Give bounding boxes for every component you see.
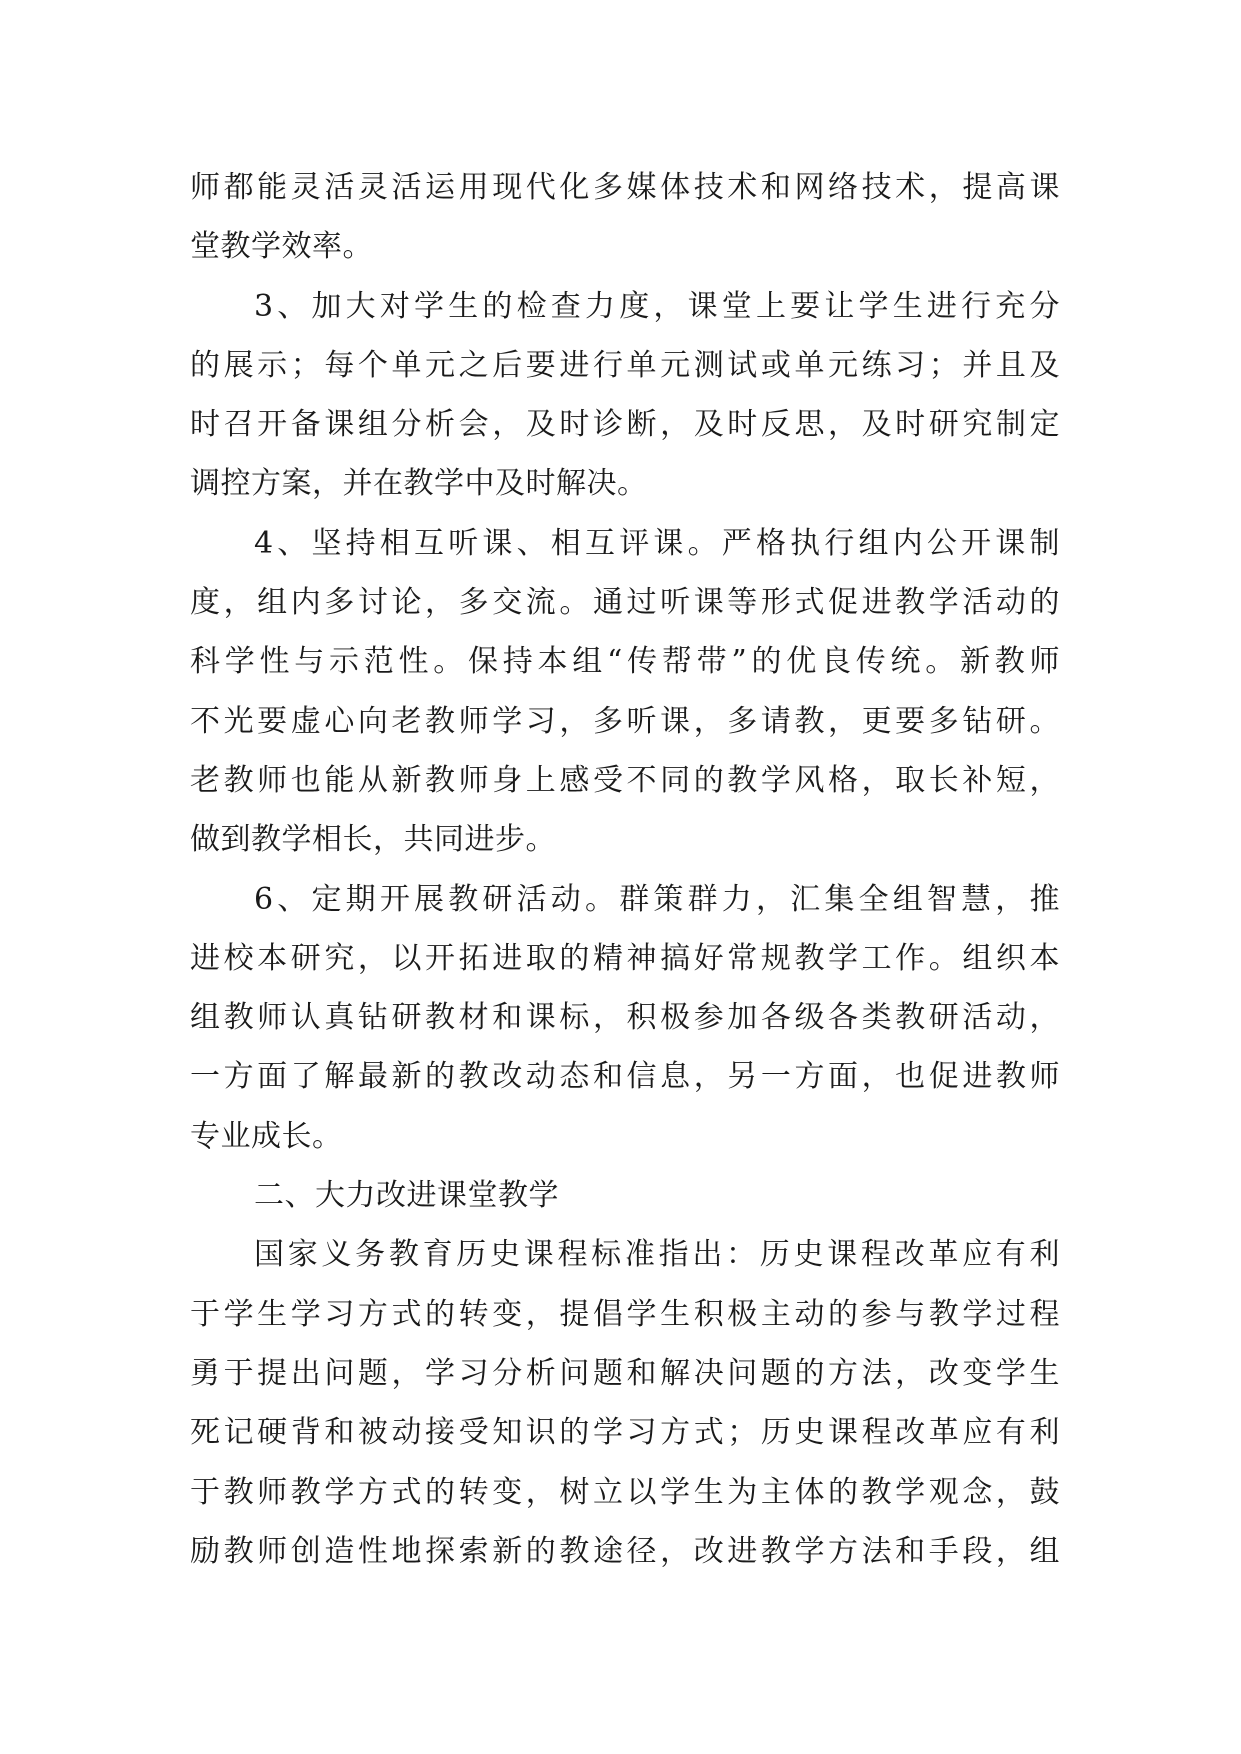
paragraph-item-3: 3、加大对学生的检查力度，课堂上要让学生进行充分: [254, 288, 1060, 324]
paragraph-item-4: 4、坚持相互听课、相互评课。严格执行组内公开课制: [254, 525, 1060, 561]
text-line: 科学性与示范性。保持本组“传帮带”的优良传统。新教师: [190, 644, 1060, 680]
text-line: 时召开备课组分析会，及时诊断，及时反思，及时研究制定: [190, 407, 1060, 443]
text-line: 专业成长。: [190, 1118, 343, 1154]
text-line: 度，组内多讨论，多交流。通过听课等形式促进教学活动的: [190, 585, 1060, 621]
text-line: 一方面了解最新的教改动态和信息，另一方面，也促进教师: [190, 1059, 1060, 1095]
text-line: 励教师创造性地探索新的教途径，改进教学方法和手段，组: [190, 1533, 1060, 1569]
text-line: 的展示；每个单元之后要进行单元测试或单元练习；并且及: [190, 347, 1060, 383]
text-line: 死记硬背和被动接受知识的学习方式；历史课程改革应有利: [190, 1415, 1060, 1451]
text-line: 于学生学习方式的转变，提倡学生积极主动的参与教学过程: [190, 1296, 1060, 1332]
document-body: [190, 158, 1060, 1581]
text-line: 堂教学效率。: [190, 229, 373, 265]
text-line: 组教师认真钻研教材和课标，积极参加各级各类教研活动，: [190, 1000, 1060, 1036]
text-line: 老教师也能从新教师身上感受不同的教学风格，取长补短，: [190, 762, 1060, 798]
section-heading: 二、大力改进课堂教学: [254, 1178, 559, 1214]
text-line: 进校本研究，以开拓进取的精神搞好常规教学工作。组织本: [190, 940, 1060, 976]
text-line: 做到教学相长，共同进步。: [190, 822, 556, 858]
text-line: 于教师教学方式的转变，树立以学生为主体的教学观念，鼓: [190, 1474, 1060, 1510]
text-line: 勇于提出问题，学习分析问题和解决问题的方法，改变学生: [190, 1355, 1060, 1391]
text-line: 师都能灵活灵活运用现代化多媒体技术和网络技术，提高课: [190, 170, 1060, 205]
paragraph-start: 国家义务教育历史课程标准指出：历史课程改革应有利: [254, 1237, 1060, 1273]
text-line: 不光要虚心向老教师学习，多听课，多请教，更要多钻研。: [190, 703, 1060, 739]
paragraph-item-6: 6、定期开展教研活动。群策群力，汇集全组智慧，推: [254, 881, 1060, 917]
text-line: 调控方案，并在教学中及时解决。: [190, 466, 648, 502]
